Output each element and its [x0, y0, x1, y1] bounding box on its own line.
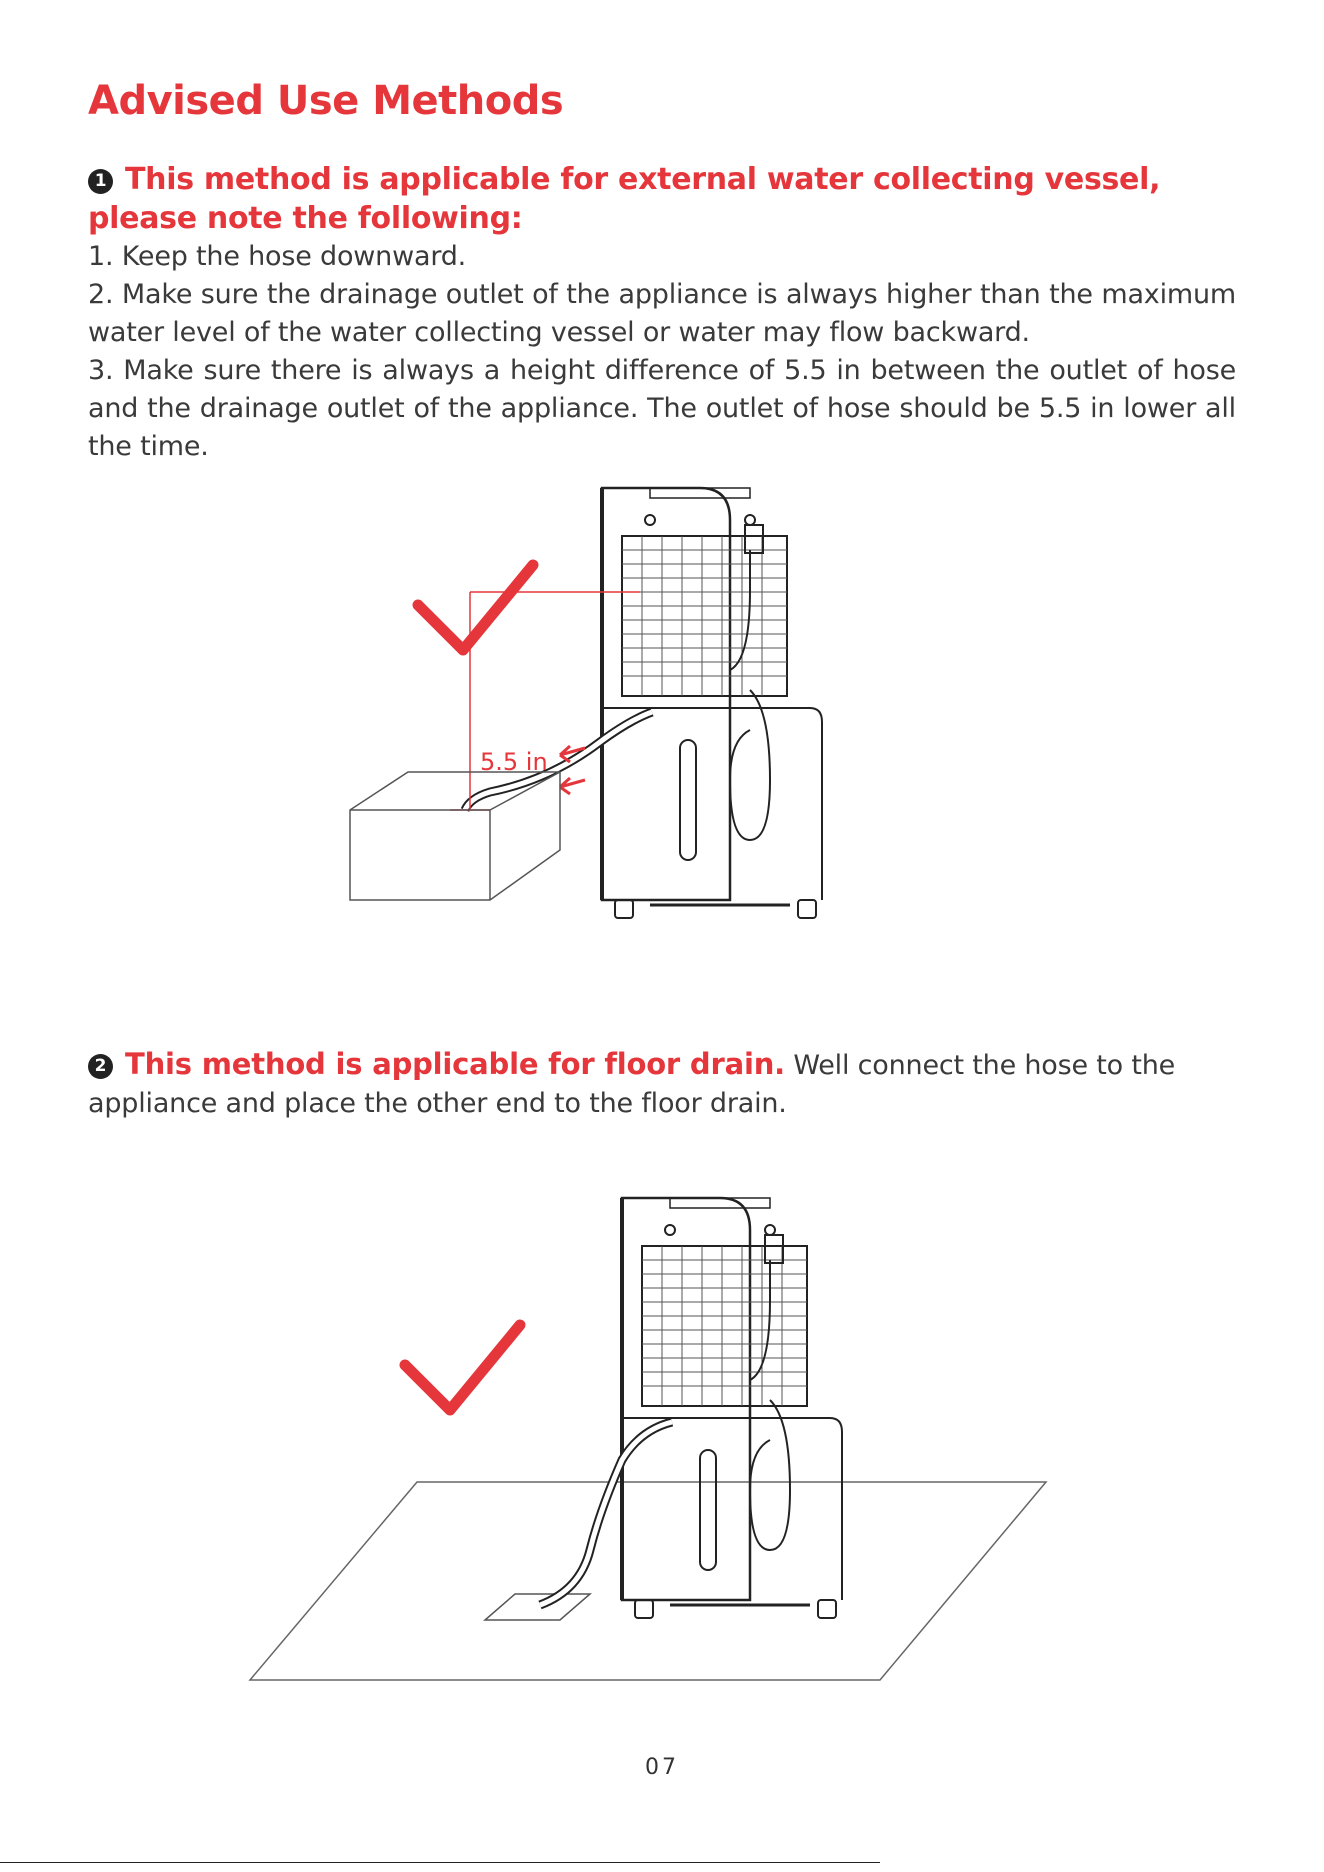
plug [765, 1235, 783, 1263]
floor-drain [485, 1594, 590, 1620]
footer-divider [0, 1862, 880, 1863]
water-tank [622, 1418, 842, 1600]
instruction-item-3: 3. Make sure there is always a height difference of 5.5 in between the outlet of hose and the drainage outlet of the appliance. The outlet of hose should be 5.5 in lower all the time. [88, 355, 1236, 462]
section1-heading [88, 160, 1236, 238]
vessel-drainage-illustration [330, 480, 930, 930]
water-vessel [350, 772, 560, 900]
plug [745, 525, 763, 553]
drain-hose [540, 1422, 672, 1605]
section-vessel-method [88, 160, 1236, 466]
page-title: Advised Use Methods [88, 78, 564, 124]
page-number: 07 [645, 1755, 679, 1780]
instruction-item-1: 1. Keep the hose downward. [88, 241, 467, 272]
section2-heading: This method is applicable for floor drain. [125, 1047, 785, 1081]
number-badge-2: 2 [88, 1054, 113, 1079]
top-vent [650, 488, 750, 498]
section-floor-drain-method [88, 1045, 1236, 1123]
instruction-item-2: 2. Make sure the drainage outlet of the appliance is always higher than the maximum water level of the water collecting vessel or water may flow backward. [88, 279, 1236, 348]
height-label: 5.5 in [480, 748, 548, 776]
floor-plane [250, 1482, 1046, 1680]
section2-body: Well connect the hose to the appliance and place the other end to the floor drain. [88, 1050, 1176, 1119]
checkmark-icon [418, 565, 533, 650]
number-badge-1: 1 [88, 169, 113, 194]
water-tank [602, 708, 822, 900]
section1-heading-text: This method is applicable for external water collecting vessel, please note the following: [88, 162, 1161, 236]
section2-paragraph [88, 1045, 1236, 1123]
arrow-left-icon [560, 778, 585, 794]
floor-drain-illustration [240, 1190, 1070, 1700]
checkmark-icon [405, 1325, 520, 1410]
